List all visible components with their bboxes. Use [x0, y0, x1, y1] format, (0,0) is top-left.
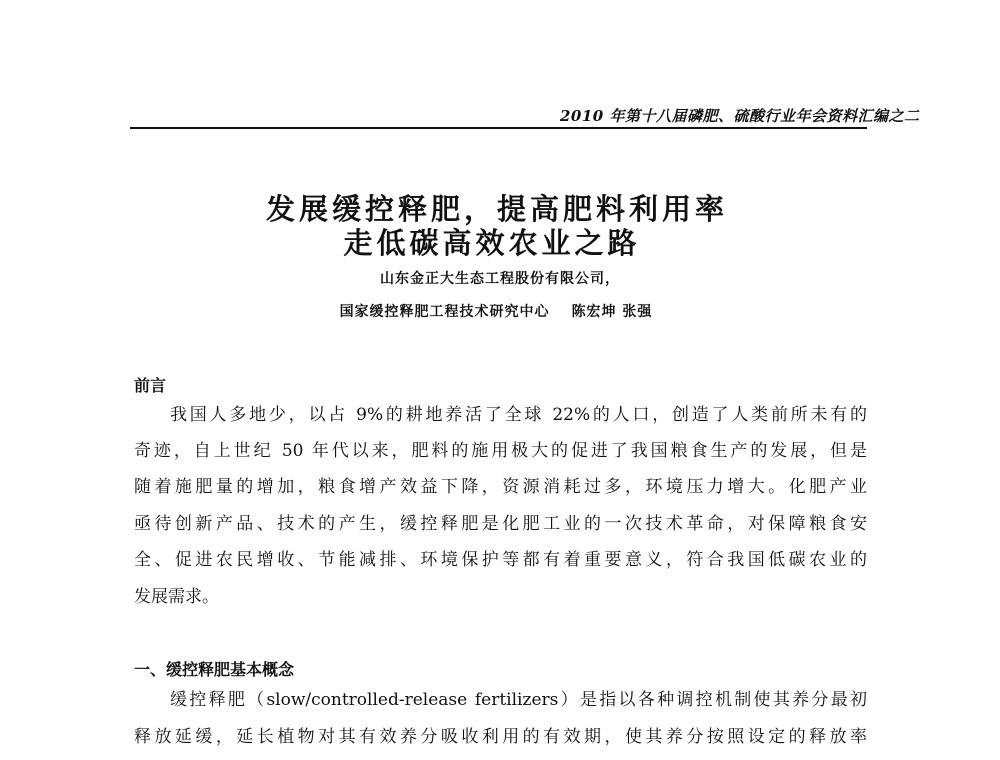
author-names: 陈宏坤 张强 [571, 304, 653, 320]
paragraph-line: 我国人多地少，以占 9%的耕地养活了全球 22%的人口，创造了人类前所未有的 [170, 405, 867, 425]
paragraph-line: 奇迹，自上世纪 50 年代以来，肥料的施用极大的促进了我国粮食生产的发展，但是 [134, 441, 867, 461]
section-heading-basic-concept: 一、缓控释肥基本概念 [134, 660, 295, 679]
running-header: 2010 年第十八届磷肥、硫酸行业年会资料汇编之二 [560, 107, 920, 125]
affiliation-line-2: 国家缓控释肥工程技术研究中心 [339, 304, 550, 320]
affiliation-line-1: 山东金正大生态工程股份有限公司， [380, 271, 620, 287]
paragraph-line: 缓控释肥（slow/controlled-release fertilizers）是指以各种调控机制使其养分最初 [170, 690, 867, 710]
article-title-line-2: 走低碳高效农业之路 [343, 226, 641, 260]
header-rule [130, 127, 867, 129]
article-title-line-1: 发展缓控释肥，提高肥料利用率 [265, 192, 728, 226]
affiliation-author-line [0, 301, 996, 321]
paragraph-line: 发展需求。 [134, 587, 219, 607]
section-heading-preface: 前言 [134, 376, 167, 395]
paragraph-line: 亟待创新产品、技术的产生，缓控释肥是化肥工业的一次技术革命，对保障粮食安 [134, 514, 867, 534]
paragraph-line: 释放延缓，延长植物对其有效养分吸收利用的有效期，使其养分按照设定的释放率 [134, 727, 867, 747]
paragraph-line: 随着施肥量的增加，粮食增产效益下降，资源消耗过多，环境压力增大。化肥产业 [134, 477, 867, 497]
paragraph-line: 全、促进农民增收、节能减排、环境保护等都有着重要意义，符合我国低碳农业的 [134, 550, 867, 570]
